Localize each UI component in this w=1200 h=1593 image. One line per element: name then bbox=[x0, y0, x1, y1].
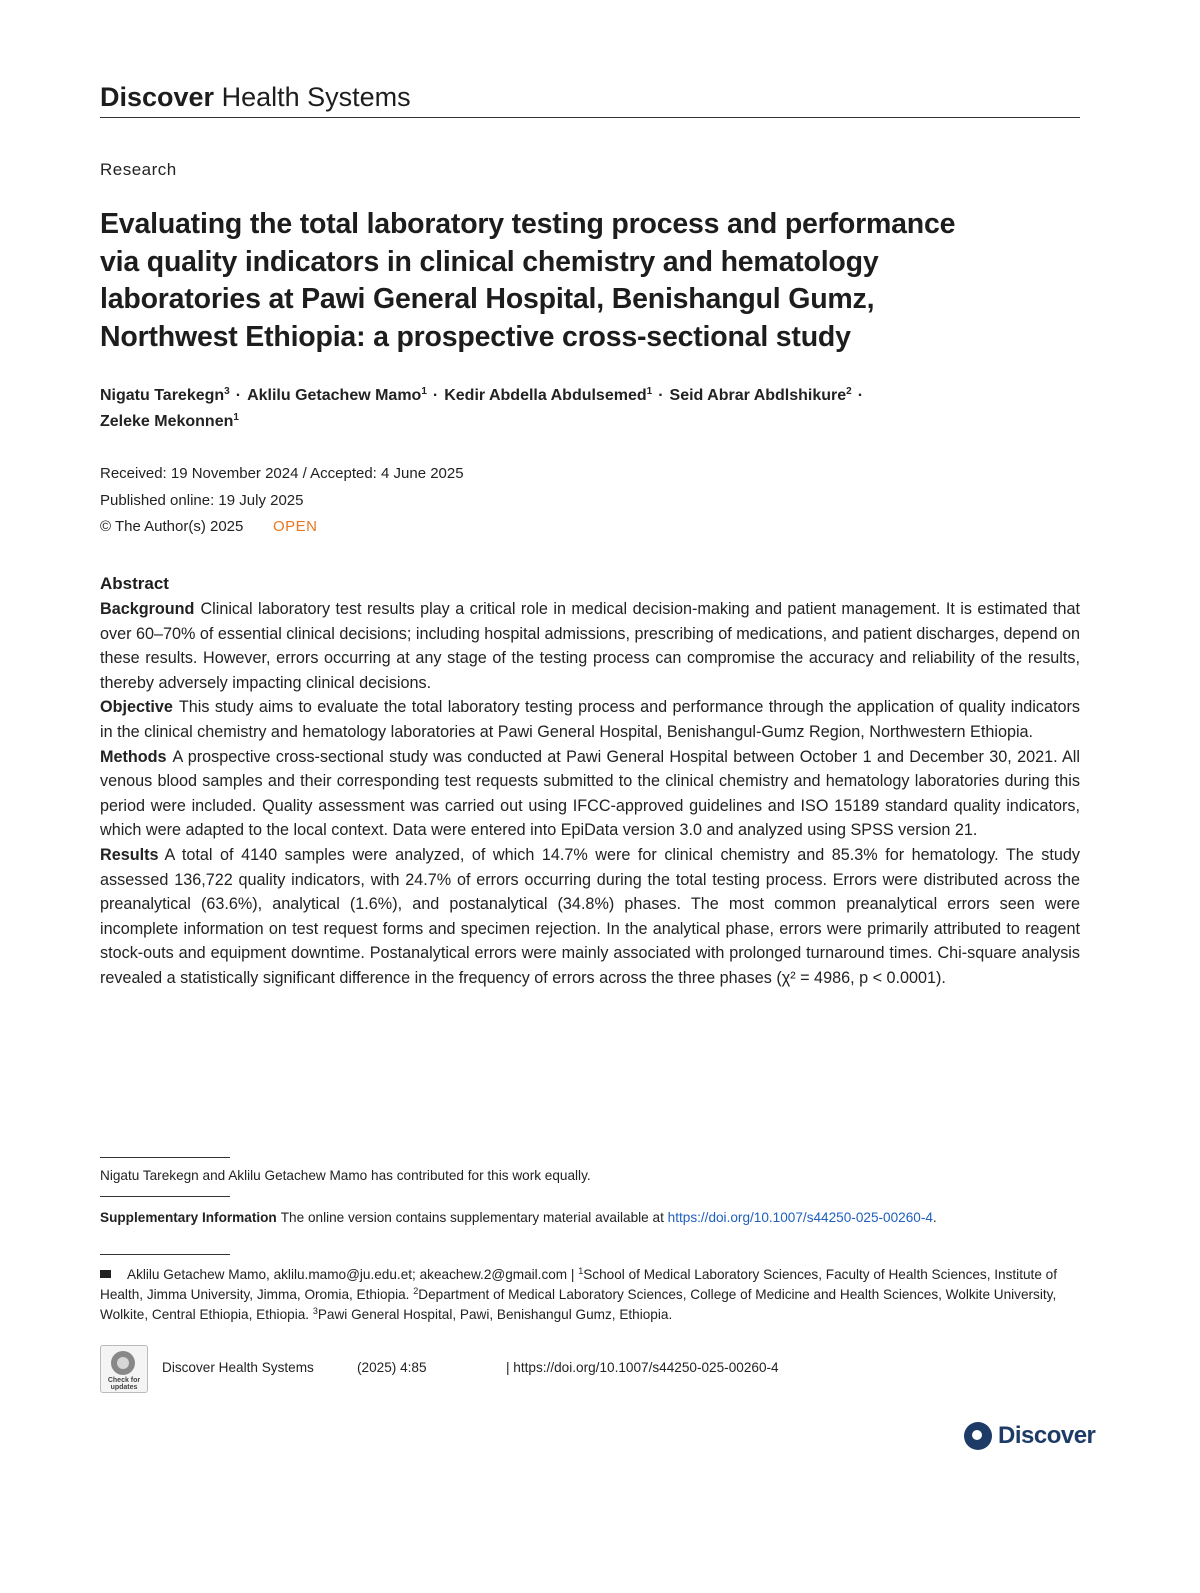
equal-contribution-note: Nigatu Tarekegn and Aklilu Getachew Mamo has contributed for this work equally. bbox=[100, 1168, 591, 1183]
abstract-body bbox=[100, 597, 1080, 991]
copyright-notice: © The Author(s) 2025 bbox=[100, 518, 244, 535]
journal-header bbox=[100, 80, 411, 114]
received-accepted-dates: Received: 19 November 2024 / Accepted: 4 June 2025 bbox=[100, 465, 464, 482]
section-label: Results bbox=[100, 845, 159, 864]
author-name[interactable]: Nigatu Tarekegn$^3$ bbox=[100, 386, 230, 404]
citation-journal: Discover Health Systems bbox=[162, 1360, 314, 1375]
abstract-objective: Objective This study aims to evaluate the total laboratory testing process and performance through the application of quality indicators in the clinical chemistry and hematology laboratories at Pawi General Hospital, Benishangul-Gumz Region, Northwestern Ethiopia. bbox=[100, 698, 1080, 741]
author-list bbox=[100, 383, 1060, 435]
envelope-icon bbox=[100, 1270, 111, 1278]
author-name[interactable]: Aklilu Getachew Mamo$^1$ bbox=[247, 386, 427, 404]
author-separator: · bbox=[658, 387, 664, 404]
article-type: Research bbox=[100, 160, 177, 179]
footnote-divider bbox=[100, 1157, 230, 1158]
correspondence-contact[interactable]: Aklilu Getachew Mamo, aklilu.mamo@ju.edu.et; akeachew.2@gmail.com | bbox=[127, 1267, 579, 1282]
citation-doi-link[interactable]: | https://doi.org/10.1007/s44250-025-00260-4 bbox=[506, 1360, 779, 1375]
section-label: Methods bbox=[100, 747, 167, 766]
author-separator: · bbox=[235, 387, 242, 404]
discover-logo: Discover bbox=[964, 1418, 1095, 1454]
supplementary-link[interactable]: https://doi.org/10.1007/s44250-025-00260-4 bbox=[667, 1210, 933, 1225]
section-label: Background bbox=[100, 600, 195, 618]
author-name[interactable]: Seid Abrar Abdlshikure$^2$ bbox=[669, 386, 852, 404]
header-divider bbox=[100, 117, 1080, 118]
abstract-results: Results A total of 4140 samples were analyzed, of which 14.7% were for clinical chemistry and 85.3% for hematology. The study assessed 136,722 quality indicators, with 24.7% of errors occurring during the total testing process. Errors were distributed across the preanalytical (63.6%), analytical (1.6%), and postanalytical (34.8%) phases. The most common preanalytical errors seen were incomplete information on test request forms and specimen rejection. In the analytical phase, errors were primarily attributed to reagent stock-outs and equipment downtime. Postanalytical errors were mainly associated with prolonged turnaround times. Chi-square analysis revealed a statistically significant difference in the frequency of errors across the three phases (χ² = 4986, p < 0.0001). bbox=[100, 845, 1080, 987]
author-separator: · bbox=[432, 387, 439, 404]
abstract-methods: Methods A prospective cross-sectional study was conducted at Pawi General Hospital between October 1 and December 30, 2021. All venous blood samples and their corresponding test requests submitted to the clinical chemistry and hematology laboratories during this period were included. Quality assessment was carried out using IFCC-approved guidelines and ISO 15189 standard quality indicators, which were adapted to the local context. Data were entered into EpiData version 3.0 and analyzed using SPSS version 21. bbox=[100, 747, 1080, 840]
author-name[interactable]: Zeleke Mekonnen$^1$ bbox=[100, 412, 239, 430]
citation-volume: (2025) 4:85 bbox=[357, 1360, 427, 1375]
supplementary-info: Supplementary Information The online version contains supplementary material available at https://doi.org/10.1007/s44250-025-00260-4. bbox=[100, 1210, 937, 1225]
open-access-badge: OPEN bbox=[273, 518, 318, 535]
article-title: Evaluating the total laboratory testing process and performance via quality indicators in clinical chemistry and hematology laboratories at Pawi General Hospital, Benishangul Gumz, Northwest Ethiopia: a prospective cross-sectional study bbox=[100, 208, 956, 353]
journal-name-rest: Health Systems bbox=[221, 82, 411, 112]
section-label: Objective bbox=[100, 698, 173, 717]
correspondence-affiliations: Aklilu Getachew Mamo, aklilu.mamo@ju.edu.et; akeachew.2@gmail.com | $^1$School of Medical Laboratory Sciences, Faculty of Health Sciences, Institute of Health, Jimma University, Jimma, Oromia, Ethiopia. $^2$Department of Medical Laboratory Sciences, College of Medicine and Health Sciences, Wolkite University, Wolkite, Central Ethiopia, Ethiopia. $^3$Pawi General Hospital, Pawi, Benishangul Gumz, Ethiopia. bbox=[100, 1266, 1057, 1322]
crossmark-check-for-updates-icon[interactable]: Check for updates bbox=[100, 1345, 148, 1393]
abstract-heading: Abstract bbox=[100, 574, 169, 593]
journal-name-bold: Discover bbox=[100, 82, 215, 112]
author-name[interactable]: Kedir Abdella Abdulsemed$^1$ bbox=[444, 386, 653, 404]
footnote-divider bbox=[100, 1254, 230, 1255]
footnote-divider bbox=[100, 1196, 230, 1197]
abstract-background: Background Clinical laboratory test results play a critical role in medical decision-making and patient management. It is estimated that over 60–70% of essential clinical decisions; including hospital admissions, prescribing of medications, and patient discharges, depend on these results. However, errors occurring at any stage of the testing process can compromise the accuracy and reliability of the results, thereby adversely impacting clinical decisions. bbox=[100, 600, 1080, 692]
published-date: Published online: 19 July 2025 bbox=[100, 492, 304, 509]
author-separator: · bbox=[857, 387, 864, 404]
discover-logo-icon bbox=[964, 1422, 992, 1450]
